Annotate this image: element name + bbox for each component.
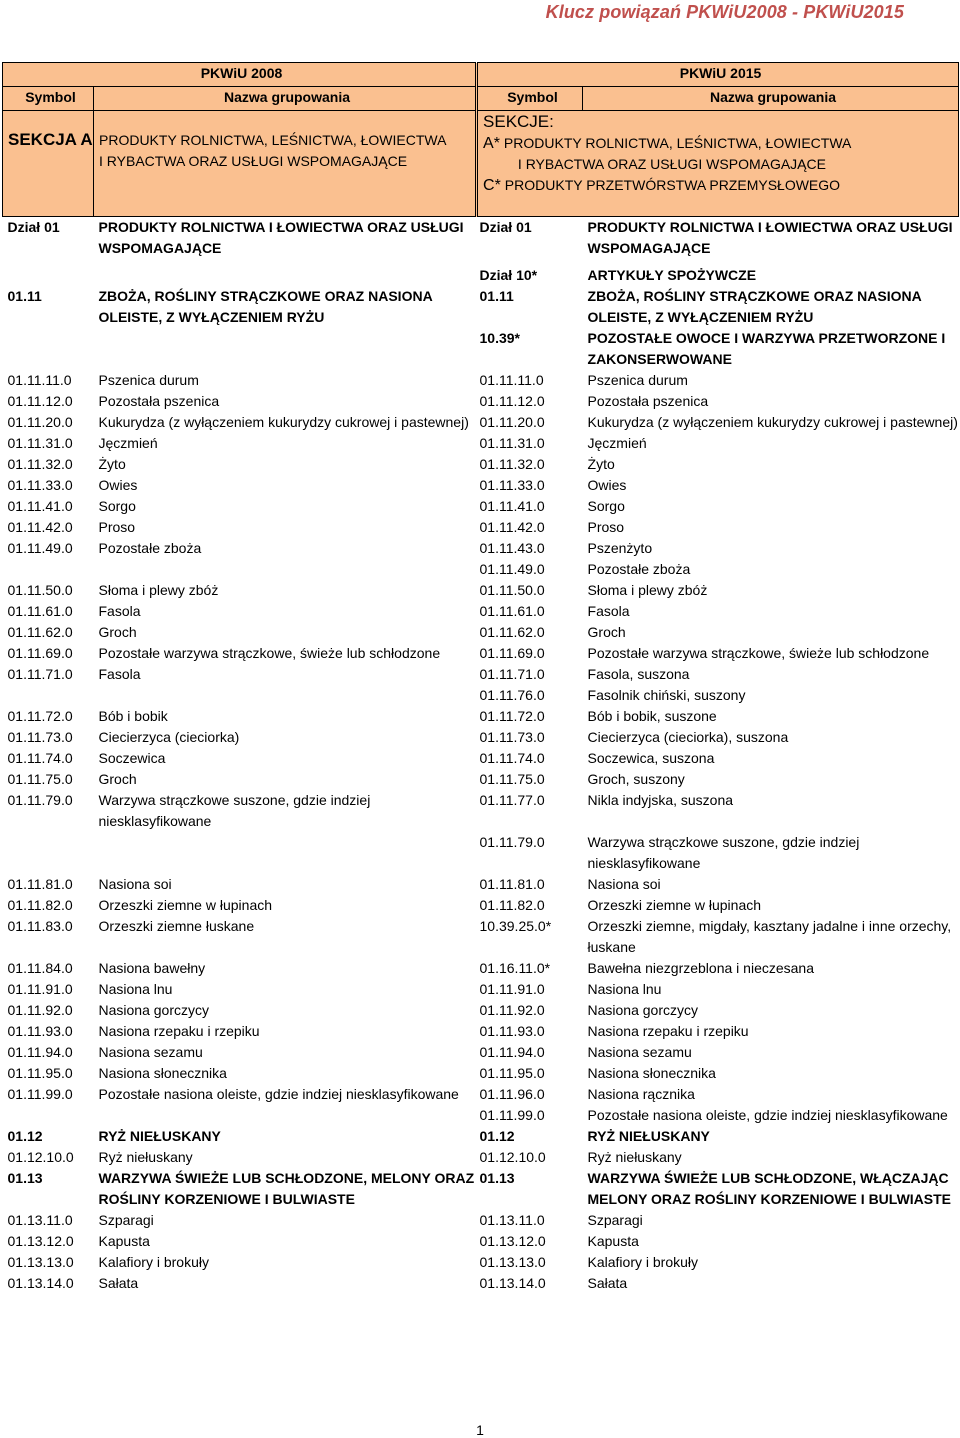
name-2015: Nasiona sezamu (587, 1043, 692, 1060)
section-a-line (483, 133, 958, 175)
symbol-2008: 01.11.32.0 (7, 455, 73, 472)
symbol-2008: 01.11.62.0 (7, 623, 73, 640)
name-2008 (94, 328, 477, 370)
symbol-2008: 01.13.14.0 (7, 1274, 74, 1291)
name-2008: Fasola (98, 665, 141, 682)
symbol-2015: 01.11.12.0 (479, 392, 545, 409)
table-row (3, 433, 959, 454)
name-2008: Sorgo (98, 497, 136, 514)
symbol-2015: 01.11.74.0 (479, 749, 545, 766)
name-2015: Żyto (587, 455, 615, 472)
symbol-2008: 01.13 (7, 1169, 43, 1186)
table-row (3, 580, 959, 601)
table-row (3, 958, 959, 979)
name-2008: Szparagi (98, 1211, 154, 1228)
name-2008: Jęczmień (98, 434, 158, 451)
name-2008 (94, 1105, 477, 1126)
symbol-2015: 01.11.31.0 (479, 434, 545, 451)
name-2008: Pozostała pszenica (98, 392, 220, 409)
symbol-2015: 01.11.33.0 (479, 476, 545, 493)
symbol-2008: 01.11.72.0 (7, 707, 73, 724)
header-pkwiu-2015: PKWiU 2015 (477, 63, 959, 87)
header-pkwiu-2008: PKWiU 2008 (3, 63, 477, 87)
name-2015: Kalafiory i brokuły (587, 1253, 699, 1270)
section-name-left-line: PRODUKTY ROLNICTWA, LEŚNICTWA, ŁOWIECTWA (99, 132, 447, 148)
section-name-left-line: I RYBACTWA ORAZ USŁUGI WSPOMAGAJĄCE (99, 153, 408, 169)
table-row (3, 538, 959, 559)
name-2015: Groch, suszony (587, 770, 685, 787)
name-2015: Orzeszki ziemne w łupinach (587, 896, 762, 913)
name-2008: Słoma i plewy zbóż (98, 581, 219, 598)
symbol-2015: 01.11.41.0 (479, 497, 545, 514)
table-row (3, 1105, 959, 1126)
symbol-2015: 01.11.32.0 (479, 455, 545, 472)
section-a-name (504, 133, 851, 175)
name-2015: Bawełna niezgrzeblona i nieczesana (587, 959, 814, 976)
symbol-2008 (3, 559, 94, 580)
symbol-2015: 01.11 (479, 287, 514, 304)
name-2008: Pozostałe nasiona oleiste, gdzie indziej niesklasyfikowane (98, 1085, 459, 1102)
symbol-2008: 01.11.61.0 (7, 602, 73, 619)
symbol-2008 (3, 685, 94, 706)
name-2008: Pozostałe zboża (98, 539, 202, 556)
column-header-name: Nazwa grupowania (583, 87, 959, 111)
name-2008: Ciecierzyca (cieciorka) (98, 728, 240, 745)
name-2008: Nasiona słonecznika (98, 1064, 227, 1081)
symbol-2015: 01.11.99.0 (479, 1106, 545, 1123)
table-row (3, 1021, 959, 1042)
symbol-2015: 01.16.11.0* (479, 959, 551, 976)
table-row (3, 1147, 959, 1168)
name-2008: ZBOŻA, ROŚLINY STRĄCZKOWE ORAZ NASIONA OLEISTE, Z WYŁĄCZENIEM RYŻU (98, 287, 433, 325)
table-row (3, 1084, 959, 1105)
symbol-2008: 01.11.95.0 (7, 1064, 73, 1081)
name-2015: Nasiona rzepaku i rzepiku (587, 1022, 749, 1039)
correspondence-table (2, 62, 959, 1294)
name-2008: Nasiona rzepaku i rzepiku (98, 1022, 260, 1039)
name-2008: Groch (98, 770, 137, 787)
table-row (3, 706, 959, 727)
name-2015: Nasiona słonecznika (587, 1064, 716, 1081)
table-row (3, 1252, 959, 1273)
symbol-2015: 01.11.62.0 (479, 623, 545, 640)
symbol-2015: Dział 01 (479, 219, 532, 235)
name-2015: Nasiona rącznika (587, 1085, 695, 1102)
symbol-2008: 01.11.83.0 (7, 917, 73, 934)
name-2015: Owies (587, 476, 627, 493)
symbol-2015: 01.11.61.0 (479, 602, 545, 619)
table-row (3, 370, 959, 391)
name-2015: ARTYKUŁY SPOŻYWCZE (587, 266, 757, 283)
symbol-2008: 01.13.12.0 (7, 1232, 74, 1249)
name-2015: Bób i bobik, suszone (587, 707, 717, 724)
name-2008 (94, 559, 477, 580)
symbol-2015: 10.39.25.0* (479, 917, 552, 934)
symbol-2015: 01.11.95.0 (479, 1064, 545, 1081)
name-2015: ZBOŻA, ROŚLINY STRĄCZKOWE ORAZ NASIONA OLEISTE, Z WYŁĄCZENIEM RYŻU (587, 287, 922, 325)
name-2008 (94, 685, 477, 706)
table-row (3, 769, 959, 790)
section-symbol-left: SEKCJA A (3, 111, 94, 217)
symbol-2008: 01.11.99.0 (7, 1085, 73, 1102)
symbol-2008 (3, 1105, 94, 1126)
table-row (3, 1210, 959, 1231)
symbol-2008: 01.11.74.0 (7, 749, 73, 766)
symbol-2015: 01.11.50.0 (479, 581, 545, 598)
name-2008: Groch (98, 623, 137, 640)
table-row (3, 643, 959, 664)
name-2008: Proso (98, 518, 136, 535)
symbol-2008: 01.11.69.0 (7, 644, 73, 661)
name-2008: Ryż niełuskany (98, 1148, 193, 1165)
name-2015: Słoma i plewy zbóż (587, 581, 708, 598)
table-row (3, 1042, 959, 1063)
name-2008: Owies (98, 476, 138, 493)
symbol-2015: 01.11.77.0 (479, 791, 545, 808)
page-number: 1 (476, 1422, 484, 1438)
symbol-2015: 01.11.75.0 (479, 770, 545, 787)
table-row (3, 475, 959, 496)
name-2015: WARZYWA ŚWIEŻE LUB SCHŁODZONE, WŁĄCZAJĄC MELONY ORAZ ROŚLINY KORZENIOWE I BULWIASTE (587, 1169, 952, 1207)
document-title: Klucz powiązań PKWiU2008 - PKWiU2015 (545, 2, 904, 22)
symbol-2008: 01.11.71.0 (7, 665, 73, 682)
column-header-row (3, 87, 959, 111)
symbol-2008: 01.11.20.0 (7, 413, 73, 430)
name-2015: Fasola, suszona (587, 665, 690, 682)
section-right-heading: SEKCJE: (483, 112, 554, 131)
name-2008: Pozostałe warzywa strączkowe, świeże lub schłodzone (98, 644, 441, 661)
symbol-2008: 01.11.91.0 (7, 980, 73, 997)
section-right (477, 111, 959, 217)
symbol-2008: 01.11.73.0 (7, 728, 73, 745)
name-2015: Nikla indyjska, suszona (587, 791, 734, 808)
table-row (3, 685, 959, 706)
name-2015: Nasiona lnu (587, 980, 662, 997)
symbol-2015: 01.11.81.0 (479, 875, 545, 892)
symbol-2008: 01.13.11.0 (7, 1211, 73, 1228)
symbol-2008: 01.11.50.0 (7, 581, 73, 598)
table-row (3, 1168, 959, 1210)
symbol-2008 (3, 832, 94, 874)
name-2008: Bób i bobik (98, 707, 168, 724)
name-2008: Warzywa strączkowe suszone, gdzie indziej niesklasyfikowane (98, 791, 371, 829)
name-2008 (94, 265, 477, 286)
symbol-2015: 01.11.42.0 (479, 518, 545, 535)
symbol-2015: 01.13.13.0 (479, 1253, 546, 1270)
table-row (3, 727, 959, 748)
symbol-2008: 01.11.82.0 (7, 896, 73, 913)
name-2015: Pozostałe nasiona oleiste, gdzie indziej niesklasyfikowane (587, 1106, 948, 1123)
name-2008: PRODUKTY ROLNICTWA I ŁOWIECTWA ORAZ USŁUGI WSPOMAGAJĄCE (98, 219, 464, 256)
name-2015: RYŻ NIEŁUSKANY (587, 1127, 710, 1144)
name-2015: Groch (587, 623, 626, 640)
name-2008: Kalafiory i brokuły (98, 1253, 209, 1270)
symbol-2008: 01.11.79.0 (7, 791, 73, 808)
name-2008: RYŻ NIEŁUSKANY (98, 1127, 221, 1144)
name-2008: Orzeszki ziemne w łupinach (98, 896, 273, 913)
symbol-2015: 01.11.92.0 (479, 1001, 545, 1018)
name-2008: Fasola (98, 602, 141, 619)
table-row (3, 517, 959, 538)
name-2015: Nasiona soi (587, 875, 661, 892)
symbol-2008: 01.11.31.0 (7, 434, 73, 451)
name-2015: Fasola (587, 602, 630, 619)
name-2015: Nasiona gorczycy (587, 1001, 699, 1018)
table-row (3, 391, 959, 412)
table-row (3, 748, 959, 769)
symbol-2015: 01.11.72.0 (479, 707, 545, 724)
name-2015: Fasolnik chiński, suszony (587, 686, 746, 703)
name-2015: Pozostałe warzywa strączkowe, świeże lub schłodzone (587, 644, 930, 661)
symbol-2008 (3, 328, 94, 370)
table-row (3, 1063, 959, 1084)
name-2015: Pozostała pszenica (587, 392, 709, 409)
table-row (3, 601, 959, 622)
symbol-2015: 01.11.43.0 (479, 539, 545, 556)
name-2015: Ryż niełuskany (587, 1148, 682, 1165)
section-c-name: PRODUKTY PRZETWÓRSTWA PRZEMYSŁOWEGO (504, 177, 841, 193)
name-2008: Nasiona bawełny (98, 959, 206, 976)
section-row (3, 111, 959, 217)
symbol-2015: 01.11.20.0 (479, 413, 545, 430)
table-row (3, 496, 959, 517)
symbol-2008: 01.11.94.0 (7, 1043, 73, 1060)
symbol-2015: 01.11.94.0 (479, 1043, 545, 1060)
table-row (3, 790, 959, 832)
symbol-2015: 01.11.82.0 (479, 896, 545, 913)
table-row (3, 622, 959, 643)
symbol-2008: 01.11.93.0 (7, 1022, 73, 1039)
section-c-symbol: C* (483, 177, 501, 194)
section-c-line (483, 175, 958, 196)
column-header-symbol: Symbol (3, 87, 94, 111)
section-a-name-line: I RYBACTWA ORAZ USŁUGI WSPOMAGAJĄCE (517, 156, 826, 172)
table-row (3, 328, 959, 370)
symbol-2008: 01.11.41.0 (7, 497, 73, 514)
symbol-2015: 01.13.12.0 (479, 1232, 546, 1249)
name-2008: Orzeszki ziemne łuskane (98, 917, 255, 934)
symbol-2015: 01.11.69.0 (479, 644, 545, 661)
column-header-symbol: Symbol (477, 87, 583, 111)
table-row (3, 916, 959, 958)
name-2008: WARZYWA ŚWIEŻE LUB SCHŁODZONE, MELONY ORAZ ROŚLINY KORZENIOWE I BULWIASTE (98, 1169, 475, 1207)
name-2015: Kapusta (587, 1232, 639, 1249)
symbol-2008: 01.11.49.0 (7, 539, 73, 556)
name-2015: Sałata (587, 1274, 628, 1291)
name-2015: Proso (587, 518, 625, 535)
name-2008: Nasiona soi (98, 875, 172, 892)
symbol-2015: 01.11.96.0 (479, 1085, 545, 1102)
table-row (3, 1273, 959, 1294)
symbol-2015: 01.11.73.0 (479, 728, 545, 745)
name-2008: Kukurydza (z wyłączeniem kukurydzy cukrowej i pastewnej) (98, 413, 469, 430)
table-row (3, 559, 959, 580)
symbol-2008 (3, 265, 94, 286)
name-2015: Warzywa strączkowe suszone, gdzie indziej niesklasyfikowane (587, 833, 860, 871)
symbol-2008: 01.11.33.0 (7, 476, 73, 493)
symbol-2008: 01.11 (7, 287, 42, 304)
table-row (3, 265, 959, 286)
table-row (3, 979, 959, 1000)
table-row (3, 895, 959, 916)
name-2008: Nasiona lnu (98, 980, 173, 997)
name-2008 (94, 832, 477, 874)
symbol-2015: 01.13.11.0 (479, 1211, 545, 1228)
table-row (3, 832, 959, 874)
section-name-left (94, 111, 477, 217)
symbol-2015: 01.11.79.0 (479, 833, 545, 850)
name-2008: Soczewica (98, 749, 166, 766)
table-row (3, 664, 959, 685)
symbol-2008: 01.11.11.0 (7, 371, 72, 388)
symbol-2008: 01.11.12.0 (7, 392, 73, 409)
symbol-2015: 01.13.14.0 (479, 1274, 546, 1291)
table-row (3, 412, 959, 433)
name-2008: Sałata (98, 1274, 139, 1291)
name-2008: Nasiona gorczycy (98, 1001, 209, 1018)
name-2015: Ciecierzyca (cieciorka), suszona (587, 728, 789, 745)
symbol-2008: Dział 01 (7, 219, 60, 235)
table-row (3, 217, 959, 265)
name-2015: POZOSTAŁE OWOCE I WARZYWA PRZETWORZONE I ZAKONSERWOWANE (587, 329, 946, 367)
name-2015: PRODUKTY ROLNICTWA I ŁOWIECTWA ORAZ USŁUGI WSPOMAGAJĄCE (587, 219, 953, 256)
symbol-2008: 01.12.10.0 (7, 1148, 74, 1165)
name-2015: Jęczmień (587, 434, 647, 451)
name-2015: Pszenica durum (587, 371, 688, 388)
symbol-2015: 01.11.93.0 (479, 1022, 545, 1039)
name-2015: Orzeszki ziemne, migdały, kasztany jadalne i inne orzechy, łuskane (587, 917, 952, 955)
table-row (3, 454, 959, 475)
symbol-2015: 01.11.76.0 (479, 686, 545, 703)
name-2015: Pozostałe zboża (587, 560, 691, 577)
table-row (3, 874, 959, 895)
symbol-2015: 01.11.71.0 (479, 665, 545, 682)
table-row (3, 286, 959, 328)
section-a-symbol: A* (483, 135, 500, 152)
symbol-2015: 10.39* (479, 329, 520, 346)
symbol-2015: 01.13 (479, 1169, 515, 1186)
symbol-2008: 01.11.81.0 (7, 875, 73, 892)
name-2015: Pszenżyto (587, 539, 653, 556)
name-2008: Nasiona sezamu (98, 1043, 203, 1060)
symbol-2008: 01.11.42.0 (7, 518, 73, 535)
column-header-name: Nazwa grupowania (94, 87, 477, 111)
symbol-2015: 01.12.10.0 (479, 1148, 546, 1165)
symbol-2008: 01.13.13.0 (7, 1253, 74, 1270)
symbol-2008: 01.11.75.0 (7, 770, 73, 787)
symbol-2015: 01.12 (479, 1127, 515, 1144)
symbol-2015: 01.11.49.0 (479, 560, 545, 577)
table-body (3, 63, 959, 1294)
symbol-2008: 01.11.92.0 (7, 1001, 73, 1018)
section-a-name-line: PRODUKTY ROLNICTWA, LEŚNICTWA, ŁOWIECTWA (503, 135, 852, 151)
name-2015: Sorgo (587, 497, 625, 514)
name-2008: Żyto (98, 455, 126, 472)
name-2015: Szparagi (587, 1211, 643, 1228)
name-2015: Kukurydza (z wyłączeniem kukurydzy cukrowej i pastewnej) (587, 413, 958, 430)
symbol-2008: 01.12 (7, 1127, 43, 1144)
symbol-2015: 01.11.91.0 (479, 980, 545, 997)
table-row (3, 1231, 959, 1252)
name-2008: Pszenica durum (98, 371, 199, 388)
symbol-2015: Dział 10* (479, 266, 538, 283)
symbol-2015: 01.11.11.0 (479, 371, 544, 388)
symbol-2008: 01.11.84.0 (7, 959, 73, 976)
classification-header-row (3, 63, 959, 87)
name-2008: Kapusta (98, 1232, 150, 1249)
table-row (3, 1000, 959, 1021)
name-2015: Soczewica, suszona (587, 749, 715, 766)
table-row (3, 1126, 959, 1147)
